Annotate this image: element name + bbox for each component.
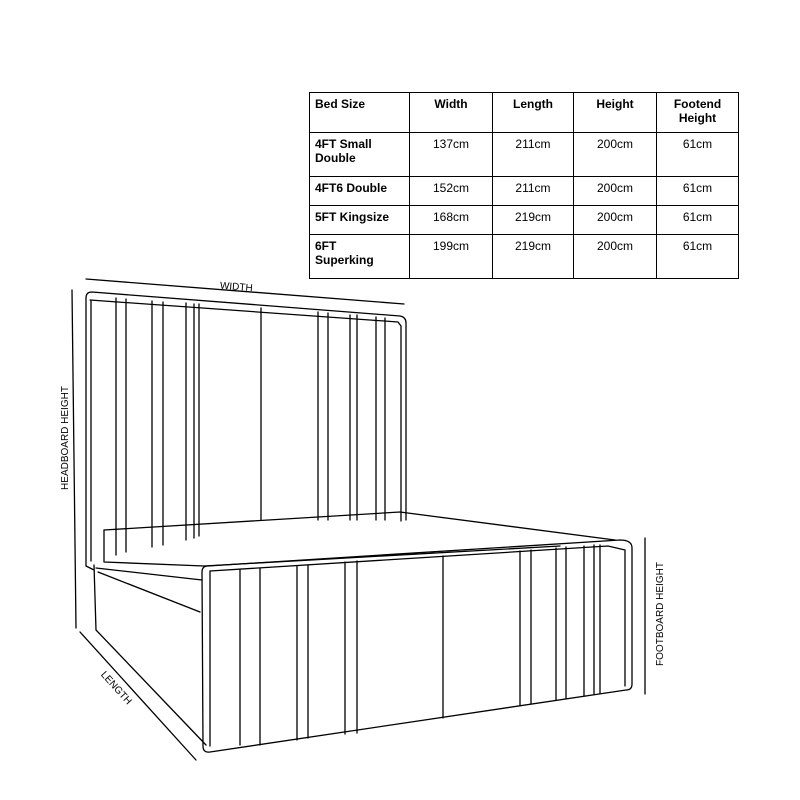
- width-label: WIDTH: [219, 280, 254, 295]
- header-footend-height: Footend Height: [657, 93, 739, 133]
- headboard-height-dimension-line: [72, 290, 76, 628]
- cell-width: 137cm: [410, 133, 493, 177]
- table-header-row: [310, 93, 739, 133]
- cell-bed-size: 5FT Kingsize: [310, 206, 410, 235]
- cell-height: 200cm: [574, 206, 657, 235]
- cell-width: 168cm: [410, 206, 493, 235]
- mattress: [104, 512, 615, 566]
- cell-length: 219cm: [493, 206, 574, 235]
- cell-footend-height: 61cm: [657, 206, 739, 235]
- table-row: [310, 206, 739, 235]
- cell-footend-height: 61cm: [657, 235, 739, 279]
- cell-bed-size: 4FT Small Double: [310, 133, 410, 177]
- table-row: [310, 235, 739, 279]
- footboard: [202, 540, 632, 752]
- bed-base: [94, 565, 206, 745]
- cell-width: 199cm: [410, 235, 493, 279]
- cell-bed-size: 4FT6 Double: [310, 177, 410, 206]
- cell-footend-height: 61cm: [657, 177, 739, 206]
- table-row: [310, 177, 739, 206]
- length-dimension-line: [80, 632, 196, 760]
- header-height: Height: [574, 93, 657, 133]
- header-width: Width: [410, 93, 493, 133]
- cell-bed-size: 6FT Superking: [310, 235, 410, 279]
- length-label: LENGTH: [98, 669, 134, 708]
- cell-length: 211cm: [493, 177, 574, 206]
- table-row: [310, 133, 739, 177]
- headboard-height-label: HEADBOARD HEIGHT: [60, 386, 71, 490]
- footboard-height-label: FOOTBOARD HEIGHT: [655, 562, 666, 666]
- cell-height: 200cm: [574, 177, 657, 206]
- header-bed-size: Bed Size: [310, 93, 410, 133]
- header-length: Length: [493, 93, 574, 133]
- cell-length: 211cm: [493, 133, 574, 177]
- cell-height: 200cm: [574, 133, 657, 177]
- bed-size-table: [309, 92, 739, 279]
- cell-footend-height: 61cm: [657, 133, 739, 177]
- cell-height: 200cm: [574, 235, 657, 279]
- cell-width: 152cm: [410, 177, 493, 206]
- cell-length: 219cm: [493, 235, 574, 279]
